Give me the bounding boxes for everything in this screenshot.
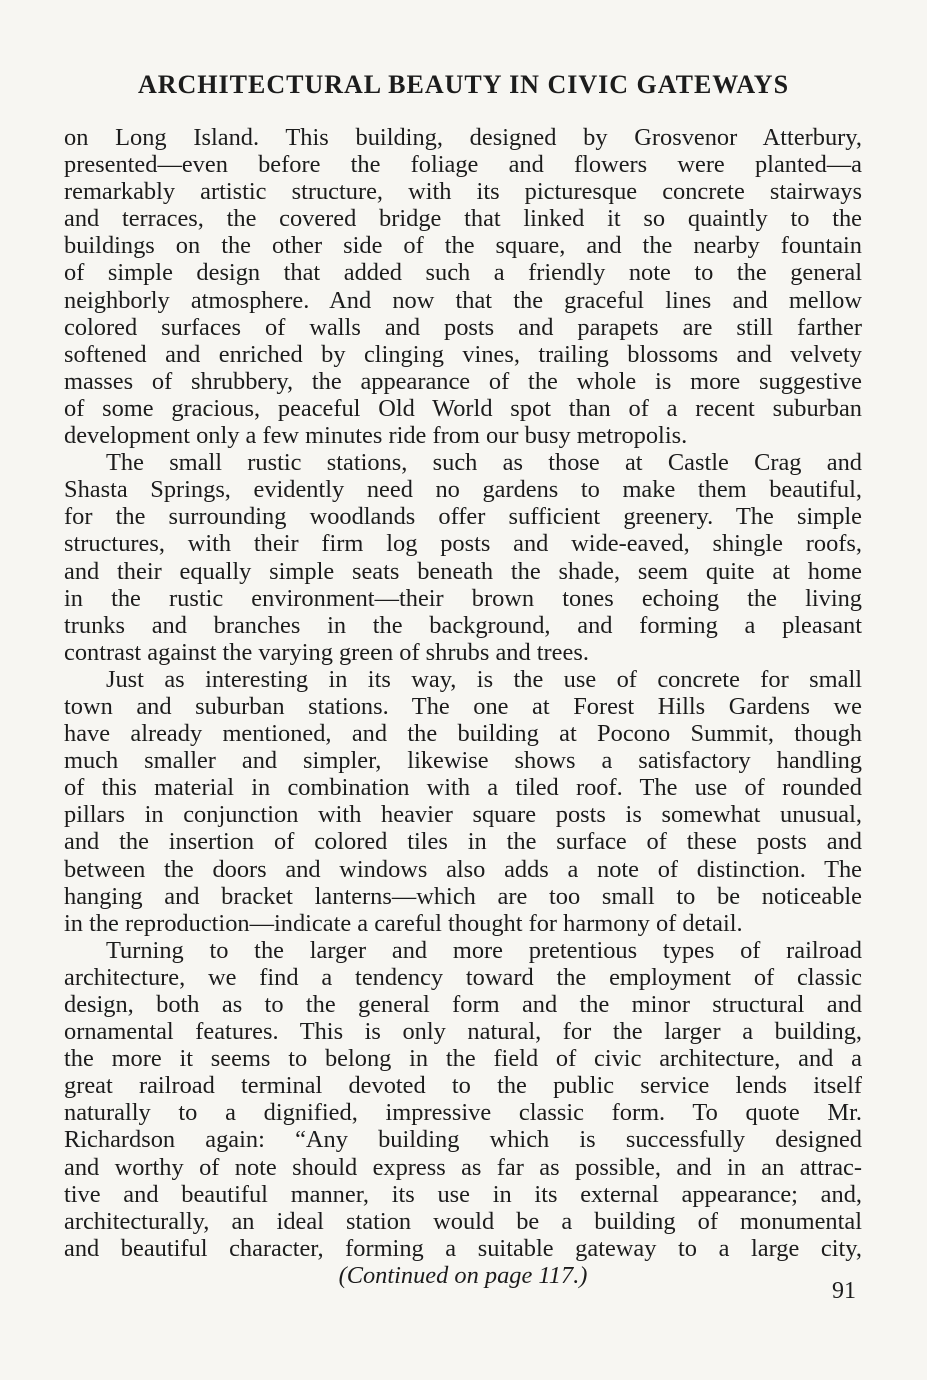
- paragraph-3: [64, 666, 862, 937]
- text-line: remarkably artistic structure, with its picturesque concrete stairways: [64, 178, 862, 206]
- text-line: in the reproduction—indicate a careful thought for harmony of detail.: [64, 909, 743, 937]
- text-line: of this material in combination with a tiled roof. The use of rounded: [64, 774, 862, 802]
- text-line: ornamental features. This is only natural, for the larger a building,: [64, 1018, 862, 1046]
- text-line: tive and beautiful manner, its use in its external appearance; and,: [64, 1180, 862, 1208]
- text-line: of simple design that added such a friendly note to the general: [64, 259, 862, 287]
- paragraph-2: [64, 449, 862, 666]
- text-line: colored surfaces of walls and posts and parapets are still farther: [64, 313, 862, 341]
- text-line: for the surrounding woodlands offer sufficient greenery. The simple: [64, 503, 862, 531]
- text-line: design, both as to the general form and the minor structural and: [64, 991, 862, 1018]
- text-line: and their equally simple seats beneath the shade, seem quite at home: [64, 557, 862, 585]
- text-line: great railroad terminal devoted to the public service lends itself: [64, 1072, 862, 1100]
- text-line: Shasta Springs, evidently need no gardens to make them beautiful,: [64, 476, 862, 504]
- text-line: in the rustic environment—their brown tones echoing the living: [64, 584, 862, 612]
- text-line: town and suburban stations. The one at Forest Hills Gardens we: [64, 692, 862, 720]
- text-line: and beautiful character, forming a suitable gateway to a large city,: [64, 1234, 862, 1262]
- article-body: [64, 124, 862, 1289]
- paragraph-1: [64, 124, 862, 449]
- text-line: of some gracious, peaceful Old World spot than of a recent suburban: [64, 394, 862, 422]
- text-line: trunks and branches in the background, and forming a pleasant: [64, 611, 862, 639]
- continued-note: (Continued on page 117.): [338, 1261, 588, 1289]
- text-line: Turning to the larger and more pretentious types of railroad: [106, 936, 862, 964]
- text-line: buildings on the other side of the square, and the nearby fountain: [64, 232, 862, 260]
- text-line: and the insertion of colored tiles in the surface of these posts and: [64, 828, 862, 856]
- text-line: presented—even before the foliage and flowers were planted—a: [64, 151, 862, 179]
- text-line: softened and enriched by clinging vines, trailing blossoms and velvety: [64, 340, 862, 368]
- text-line: neighborly atmosphere. And now that the graceful lines and mellow: [64, 286, 862, 314]
- text-line: between the doors and windows also adds a note of distinction. The: [64, 855, 862, 883]
- text-line: masses of shrubbery, the appearance of the whole is more suggestive: [64, 367, 862, 395]
- text-line: The small rustic stations, such as those at Castle Crag and: [106, 449, 862, 477]
- running-head-title: ARCHITECTURAL BEAUTY IN CIVIC GATEWAYS: [137, 70, 790, 99]
- text-line: the more it seems to belong in the field of civic architecture, and a: [64, 1045, 862, 1073]
- text-line: hanging and bracket lanterns—which are too small to be noticeable: [64, 882, 862, 910]
- text-line: Just as interesting in its way, is the use of concrete for small: [106, 665, 862, 693]
- text-line: and terraces, the covered bridge that linked it so quaintly to the: [64, 205, 862, 233]
- text-line: Richardson again: “Any building which is successfully designed: [64, 1126, 862, 1154]
- text-line: contrast against the varying green of shrubs and trees.: [64, 638, 589, 666]
- page-number: 91: [832, 1278, 856, 1304]
- text-line: development only a few minutes ride from our busy metropolis.: [64, 422, 688, 450]
- text-line: architecturally, an ideal station would be a building of monumental: [64, 1207, 862, 1235]
- text-line: naturally to a dignified, impressive classic form. To quote Mr.: [64, 1099, 862, 1127]
- text-line: have already mentioned, and the building at Pocono Summit, though: [64, 720, 862, 748]
- text-line: pillars in conjunction with heavier square posts is somewhat unusual,: [64, 801, 862, 829]
- paragraph-4: [64, 937, 862, 1262]
- text-line: architecture, we find a tendency toward the employment of classic: [64, 963, 862, 991]
- text-line: on Long Island. This building, designed by Grosvenor Atterbury,: [64, 124, 862, 151]
- text-line: structures, with their firm log posts and wide-eaved, shingle roofs,: [64, 530, 862, 558]
- text-line: much smaller and simpler, likewise shows a satisfactory handling: [64, 747, 862, 775]
- text-line: and worthy of note should express as far as possible, and in an attrac-: [64, 1153, 862, 1181]
